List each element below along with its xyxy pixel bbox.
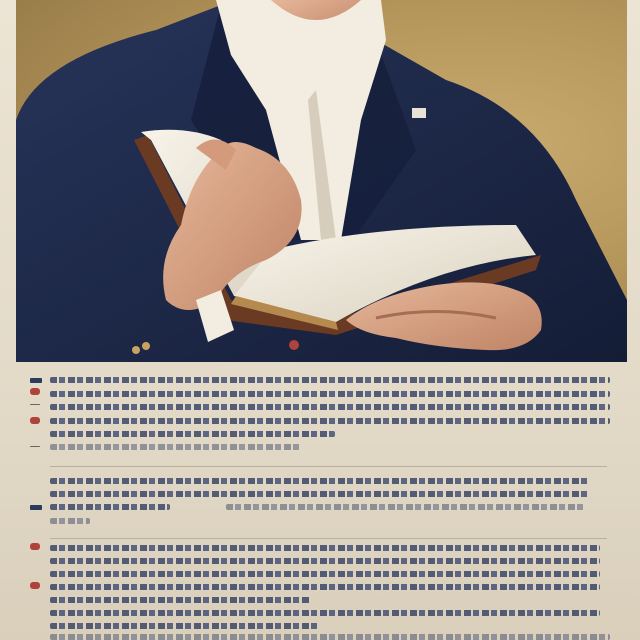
bullet-icon [30,417,40,424]
bullet-icon [30,582,40,589]
caption-text-block [16,366,627,640]
bullet-icon [30,543,40,550]
portrait-illustration [16,0,627,362]
text-line [226,504,586,510]
text-line [50,634,610,640]
text-line [50,444,300,450]
portrait-photo [16,0,627,362]
bullet-icon [30,388,40,395]
text-line [50,610,600,616]
dash-icon [30,404,40,405]
text-line [50,478,590,484]
bullet-icon [30,378,42,383]
text-line [50,597,310,603]
text-line [50,571,600,577]
text-line [50,623,320,629]
dash-icon [30,446,40,447]
button-detail [289,340,299,350]
text-line [50,377,610,383]
text-line [50,504,170,510]
text-line [50,491,590,497]
sleeve-buttons [132,346,140,354]
text-line [50,391,610,397]
divider [50,466,607,467]
lapel-pin [412,108,426,118]
text-line [50,404,610,410]
bullet-icon [30,505,42,510]
text-line [50,518,90,524]
text-line [50,558,600,564]
text-line [50,431,335,437]
text-line [50,418,610,424]
sleeve-button-2 [142,342,150,350]
text-line [50,584,600,590]
divider [50,538,607,539]
text-line [50,545,600,551]
